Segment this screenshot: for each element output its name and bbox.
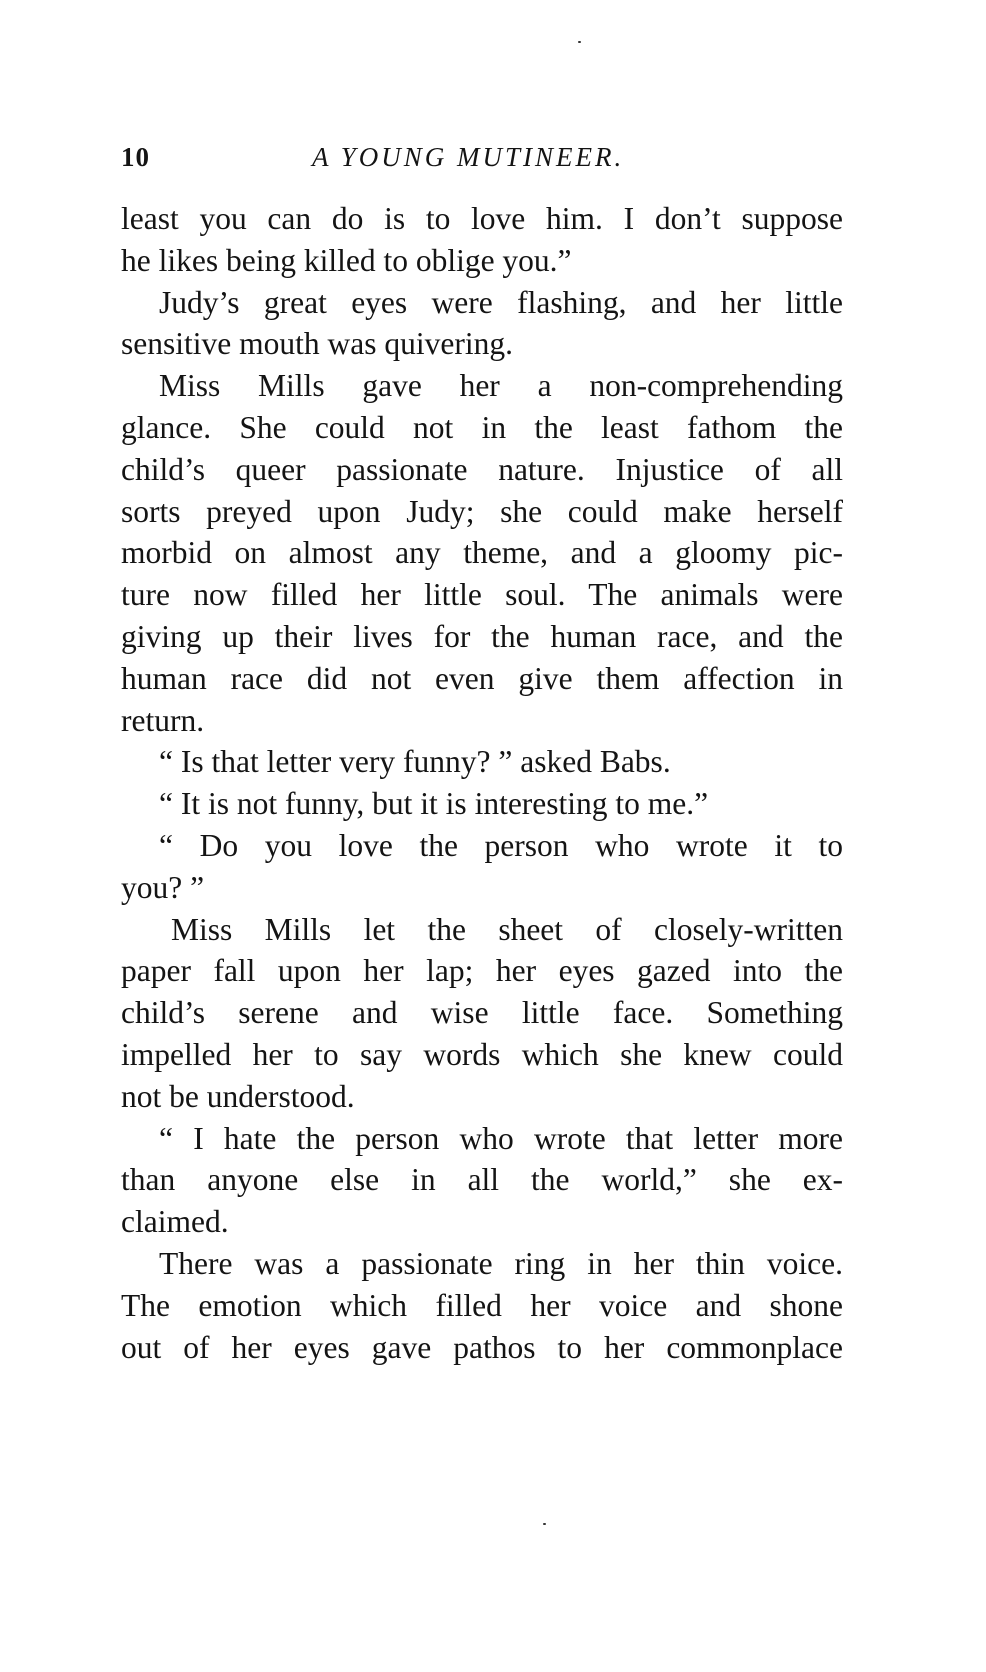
- text-line: Miss Mills let the sheet of closely-written: [171, 911, 843, 947]
- text-line: human race did not even give them affection in: [121, 660, 843, 696]
- text-line: “ Is that letter very funny? ” asked Babs.: [159, 744, 671, 780]
- page-number: 10: [121, 142, 150, 172]
- text-line: Miss Mills gave her a non-comprehending: [159, 368, 843, 404]
- text-line: out of her eyes gave pathos to her commonplace: [121, 1329, 843, 1365]
- text-line: impelled her to say words which she knew could: [121, 1036, 843, 1072]
- text-line: than anyone else in all the world,” she ex-: [121, 1162, 843, 1198]
- text-line: claimed.: [121, 1204, 229, 1240]
- text-line: There was a passionate ring in her thin voice.: [159, 1245, 843, 1281]
- text-line: sorts preyed upon Judy; she could make herself: [121, 493, 843, 529]
- text-line: glance. She could not in the least fathom the: [121, 409, 843, 445]
- text-line: least you can do is to love him. I don’t suppose: [121, 201, 843, 236]
- text-line: Judy’s great eyes were flashing, and her little: [159, 284, 843, 320]
- body-text: [121, 198, 843, 1368]
- text-line: child’s serene and wise little face. Something: [121, 995, 843, 1031]
- text-line: sensitive mouth was quivering.: [121, 326, 513, 362]
- text-line: not be understood.: [121, 1078, 355, 1114]
- text-line: “ Do you love the person who wrote it to: [159, 827, 843, 863]
- text-line: morbid on almost any theme, and a gloomy pic-: [121, 535, 843, 571]
- text-line: child’s queer passionate nature. Injustice of all: [121, 451, 843, 487]
- text-line: The emotion which filled her voice and shone: [121, 1287, 843, 1323]
- text-line: he likes being killed to oblige you.”: [121, 242, 572, 278]
- text-line: “ I hate the person who wrote that letter more: [159, 1120, 843, 1156]
- print-speck: [543, 1523, 546, 1525]
- running-title: A YOUNG MUTINEER.: [312, 142, 625, 172]
- text-line: you? ”: [121, 869, 205, 905]
- text-line: giving up their lives for the human race, and the: [121, 618, 843, 654]
- print-speck: [578, 41, 581, 43]
- text-line: return.: [121, 702, 205, 738]
- text-line: ture now filled her little soul. The animals were: [121, 577, 843, 613]
- text-line: “ It is not funny, but it is interesting to me.”: [159, 786, 709, 822]
- text-line: paper fall upon her lap; her eyes gazed into the: [121, 953, 843, 989]
